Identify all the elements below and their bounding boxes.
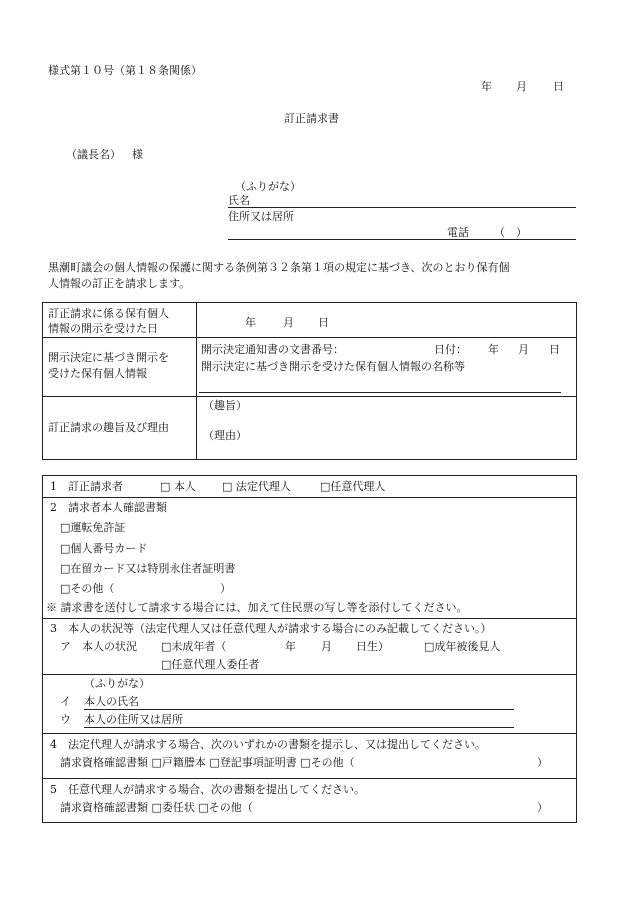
id-drivers-license-checkbox[interactable]: □運転免許証 — [60, 521, 126, 534]
table1-row3-label: 訂正請求の趣旨及び理由 — [48, 421, 169, 434]
minor-checkbox[interactable]: □未成年者（ — [161, 640, 227, 653]
principal-name-label: 本人の氏名 — [84, 695, 139, 708]
date-day-label: 日 — [553, 80, 564, 93]
table2-divider-5 — [42, 778, 577, 779]
table1-row2-month[interactable]: 月 — [518, 343, 529, 356]
table2-divider-4 — [42, 733, 577, 734]
principal-address-line[interactable] — [84, 727, 514, 728]
section3-i-label: イ — [60, 695, 71, 708]
adult-ward-checkbox[interactable]: □成年被後見人 — [424, 640, 501, 653]
table1-row1-year[interactable]: 年 — [245, 316, 256, 329]
id-other-close-paren: ） — [220, 582, 231, 595]
table1-row3-reason[interactable]: （理由） — [203, 429, 247, 442]
principal-address-label: 本人の住所又は居所 — [84, 713, 183, 726]
table1-row2-year[interactable]: 年 — [488, 343, 499, 356]
table2-divider-2 — [42, 618, 577, 619]
principal-furigana: （ふりがな） — [84, 677, 150, 690]
document-title: 訂正請求書 — [284, 112, 339, 125]
section2-title: 2 請求者本人確認書類 — [50, 501, 167, 514]
requester-name-line[interactable] — [228, 207, 576, 208]
section5-close-paren: ） — [537, 801, 548, 814]
principal-name-line[interactable] — [84, 709, 514, 710]
section3-a-label: ア 本人の状況 — [60, 640, 137, 653]
id-my-number-card-checkbox[interactable]: □個人番号カード — [60, 542, 148, 555]
table1-row2-label-2: 受けた保有個人情報 — [48, 367, 147, 380]
section4-close-paren: ） — [537, 756, 548, 769]
table1-row2-label-1: 開示決定に基づき開示を — [48, 351, 169, 364]
addressee-honorific: 様 — [132, 148, 143, 161]
minor-birth-year[interactable]: 年 — [285, 640, 296, 653]
intro-line-2: 人情報の訂正を請求します。 — [48, 277, 191, 290]
requester-phone-label: 電話 — [447, 226, 469, 239]
table1-row3-purpose[interactable]: （趣旨） — [203, 399, 247, 412]
addressee-name: （議長名） — [66, 148, 121, 161]
table1-row1-month[interactable]: 月 — [283, 316, 294, 329]
date-month-label: 月 — [516, 80, 527, 93]
voluntary-agent-principal-checkbox[interactable]: □任意代理人委任者 — [161, 658, 260, 671]
section5-documents[interactable]: 請求資格確認書類 □委任状 □その他（ — [60, 801, 253, 814]
requester-address-line[interactable] — [228, 239, 576, 240]
minor-birth-month[interactable]: 月 — [321, 640, 332, 653]
requester-furigana: （ふりがな） — [235, 180, 301, 193]
id-other-checkbox[interactable]: □その他（ — [60, 582, 115, 595]
section3-title: 3 本人の状況等（法定代理人又は任意代理人が請求する場合にのみ記載してください。） — [50, 622, 492, 635]
table1-row2-doc-number[interactable]: 開示決定通知書の文書番号： — [201, 343, 344, 356]
intro-line-1: 黒潮町議会の個人情報の保護に関する条例第３２条第１項の規定に基づき、次のとおり保有個 — [48, 261, 510, 274]
table1-row2-info-name: 開示決定に基づき開示を受けた保有個人情報の名称等 — [201, 360, 465, 373]
section1-label: 1 訂正請求者 — [50, 480, 123, 493]
table1-row1-day[interactable]: 日 — [318, 316, 329, 329]
section4-documents[interactable]: 請求資格確認書類 □戸籍謄本 □登記事項証明書 □その他（ — [60, 756, 355, 769]
form-number: 様式第１０号（第１８条関係） — [48, 64, 202, 77]
table2-divider-3 — [42, 674, 577, 675]
table1-row-divider-2 — [42, 396, 577, 397]
table1-row2-day[interactable]: 日 — [549, 343, 560, 356]
requester-name-label: 氏名 — [228, 194, 250, 207]
id-residence-card-checkbox[interactable]: □在留カード又は特別永住者証明書 — [60, 562, 236, 575]
table1-row1-label-2: 情報の開示を受けた日 — [48, 322, 158, 335]
minor-birth-day[interactable]: 日生） — [356, 640, 389, 653]
date-year-label: 年 — [481, 80, 492, 93]
section5-title: 5 任意代理人が請求する場合、次の書類を提出してください。 — [50, 783, 365, 796]
table1-column-divider — [196, 302, 197, 460]
requester-address-label: 住所又は居所 — [228, 210, 294, 223]
section3-u-label: ウ — [60, 713, 71, 726]
table2-divider-1 — [42, 497, 577, 498]
section2-note: ※ 請求書を送付して請求する場合には、加えて住民票の写し等を添付してください。 — [46, 601, 468, 614]
table1-row2-date-label: 日付： — [434, 343, 467, 356]
section4-title: 4 法定代理人が請求する場合、次のいずれかの書類を提示し、又は提出してください。 — [50, 738, 486, 751]
requester-voluntary-agent-checkbox[interactable]: □任意代理人 — [320, 480, 386, 493]
table1-row2-info-name-line[interactable] — [199, 392, 561, 393]
table1-row1-label-1: 訂正請求に係る保有個人 — [48, 307, 169, 320]
requester-legal-agent-checkbox[interactable]: □ 法定代理人 — [222, 480, 291, 493]
requester-phone-parens: （ ） — [494, 226, 527, 239]
requester-self-checkbox[interactable]: □ 本人 — [160, 480, 196, 493]
